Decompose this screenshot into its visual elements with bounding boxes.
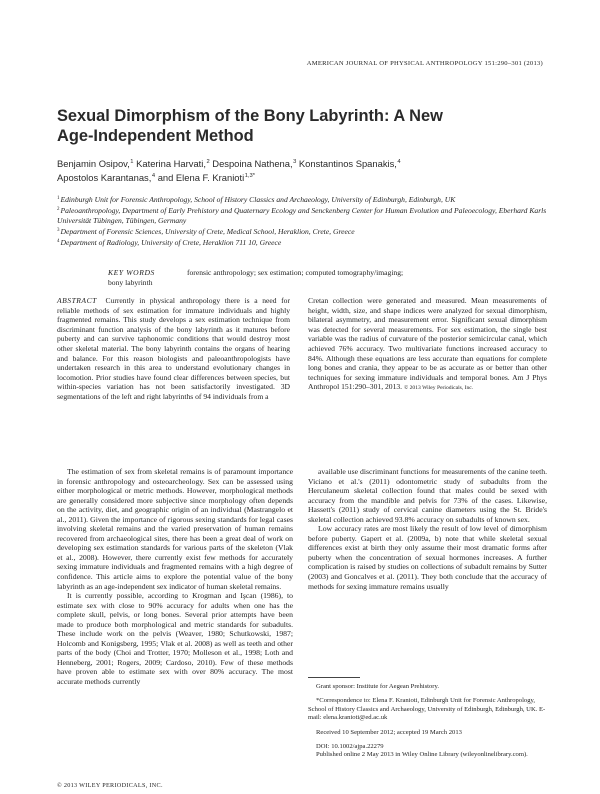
body-column-right [308, 467, 547, 591]
keywords-text: bony labyrinth [108, 278, 153, 287]
affiliation-text: Department of Radiology, University of Crete, Heraklion 711 10, Greece [60, 238, 282, 247]
abstract-text: Cretan collection were generated and measured. Mean measurements of height, width, size, and shape indices were analyzed for sexual dimorphism, bilateral asymmetry, and measurement error. Significant sexual dimorphism was detected for several measurements. For sex estimation, the single best variable was the radius of curvature of the posterior semicircular canal, which achieved 76% accuracy. Two multivariate functions increased accuracy to 84%. Although these equations are less accurate than equations for complete long bones and crania, they appear to be as accurate as or better than other techniques for sexing immature individuals and temporal bones. Am J Phys Anthropol 151:290–301, 2013. [308, 296, 547, 392]
author-affil-mark: 3 [293, 159, 297, 165]
abstract-column-right [308, 296, 547, 394]
body-paragraph: Low accuracy rates are most likely the result of low level of dimorphism before puberty. Gapert et al. (2009a, b) note that while skeletal sexual differences exist at birth they only assume their most dramatic forms after puberty when the concentration of sexual hormones increases. A further complication is raised by studies on collections of subadult remains by Sutter (2003) and Goncalves et al. (2011). They both conclude that the accuracy of methods for sexing immature remains usually [308, 524, 547, 591]
affiliation-number: 3 [57, 228, 60, 233]
body-paragraph: available use discriminant functions for measurements of the canine teeth. Viciano et al.'s (2011) odontometric study of subadults from the Herculaneum skeletal collection found that males could be sexed with accuracy from the mandible and pelvis for 73% of the cases. Likewise, Hassett's (2011) study of cervical canine diameters using the St. Bride's skeletal collection achieved 93.8% accuracy on subadults of known sex. [308, 467, 547, 524]
author: Benjamin Osipov, [57, 158, 130, 169]
author-affil-mark: 4 [397, 159, 401, 165]
affiliation [57, 226, 547, 237]
footnote-rule [308, 677, 360, 678]
keywords [108, 268, 548, 288]
keywords-text: forensic anthropology; sex estimation; computed tomography/imaging; [186, 268, 404, 277]
affiliation [57, 205, 547, 226]
author: and Elena F. Kranioti [157, 172, 245, 183]
affiliation-text: Edinburgh Unit for Forensic Anthropology, School of History Classics and Archaeology, University of Edinburgh, Edinburgh, UK [60, 195, 456, 204]
affiliations [57, 194, 547, 248]
doi: DOI: 10.1002/ajpa.22279 [316, 743, 384, 751]
affiliation [57, 194, 547, 205]
author: Apostolos Karantanas, [57, 172, 152, 183]
correspondence-note: *Correspondence to: Elena F. Kranioti, Edinburgh Unit for Forensic Anthropology, School of History Classics and Archaeology, University of Edinburgh, Edinburgh, UK. E-mail: elena.kranioti@ed.ac.uk [308, 697, 546, 722]
affiliation-number: 4 [57, 239, 60, 244]
affiliation-number: 2 [57, 207, 60, 212]
affiliation-text: Paleoanthropology, Department of Early Prehistory and Quaternary Ecology and Senckenberg Center for Human Evolution and Paleoecology, Eberhard Karls Universität Tübingen, Tübingen, Germany [57, 206, 547, 225]
author-affil-mark: 4 [151, 173, 156, 179]
author-affil-mark: 2 [206, 159, 210, 165]
affiliation [57, 237, 547, 248]
article-title [57, 106, 527, 146]
abstract-text: Currently in physical anthropology there is a need for reliable methods of sex estimation for immature individuals and highly fragmented remains. This study develops a sex estimation technique from discriminant function analysis of the bony labyrinth as it matures before puberty and can survive taphonomic conditions that would destroy most other skeletal material. The bony labyrinth contains the organs of hearing and balance. For this reason biologists and paleoanthropologists have undertaken research in this area to understand evolutionary changes in locomotion. Prior studies have found clear differences between species, but within-species variation has not been satisfactorily investigated. 3D segmentations of the left and right labyrinths of 94 individuals from a [57, 296, 290, 401]
author-list [57, 156, 497, 184]
author-affil-mark: 1,3* [244, 173, 256, 179]
title-line: Age-Independent Method [57, 127, 254, 145]
abstract-column-left [57, 296, 290, 402]
author: Konstantinos Spanakis, [298, 158, 397, 169]
received-date: Received 10 September 2012; accepted 19 March 2013 [316, 728, 462, 736]
abstract-copyright: © 2013 Wiley Periodicals, Inc. [403, 385, 474, 392]
body-paragraph: The estimation of sex from skeletal remains is of paramount importance in forensic anthropology and osteoarcheology. Sex can be assessed using either morphological or metric methods. However, morphological methods are generally considered more subjective since morphology often depends on the activity, diet, and geographic origin of an individual (Mastrangelo et al., 2011). Given the importance of rigorous sexing standards for legal cases involving skeletal remains and the varied preservation of human remains recovered from archaeological sites, there has been a great deal of work on developing sex estimation standards for various parts of the skeleton (Vlak et al., 2008). However, there currently exist few methods for accurately sexing immature individuals and fragmented remains with a high degree of confidence. This article aims to explore the potential value of the bony labyrinth as an age-independent sex indicator of human skeletal remains. [57, 467, 293, 591]
published-note: Published online 2 May 2013 in Wiley Online Library (wileyonlinelibrary.com). [316, 751, 528, 759]
page-copyright: © 2013 WILEY PERIODICALS, INC. [57, 782, 163, 789]
body-paragraph: It is currently possible, according to Krogman and Işcan (1986), to estimate sex with close to 90% accuracy for adults when one has the complete skull, pelvis, or long bones. Several prior attempts have been made to produce both morphological and metric standards for subadults. These include work on the pelvis (Weaver, 1980; Schutkowski, 1987; Holcomb and Konigsberg, 1995; Vlak et al. 2008) as well as teeth and other parts of the body (Choi and Trotter, 1970; Molleson et al., 1998; Loth and Henneberg, 2001; Rogers, 2009; Cardoso, 2010). Few of these methods have proven able to estimate sex with over 80% accuracy. The most accurate methods currently [57, 591, 293, 687]
keywords-label: KEY WORDS [108, 268, 155, 277]
author: Katerina Harvati, [136, 158, 206, 169]
footnotes [308, 683, 547, 760]
body-column-left [57, 467, 293, 687]
running-head: AMERICAN JOURNAL OF PHYSICAL ANTHROPOLOGY 151:290–301 (2013) [306, 60, 543, 67]
affiliation-number: 1 [57, 196, 60, 201]
author-affil-mark: 1 [130, 159, 134, 165]
grant-note: Grant sponsor: Institute for Aegean Prehistory. [316, 683, 439, 690]
author: Despoina Nathena, [212, 158, 293, 169]
affiliation-text: Department of Forensic Sciences, University of Crete, Medical School, Heraklion, Crete, Greece [60, 227, 355, 236]
abstract-label: ABSTRACT [57, 296, 97, 305]
title-line: Sexual Dimorphism of the Bony Labyrinth: A New [57, 107, 443, 125]
